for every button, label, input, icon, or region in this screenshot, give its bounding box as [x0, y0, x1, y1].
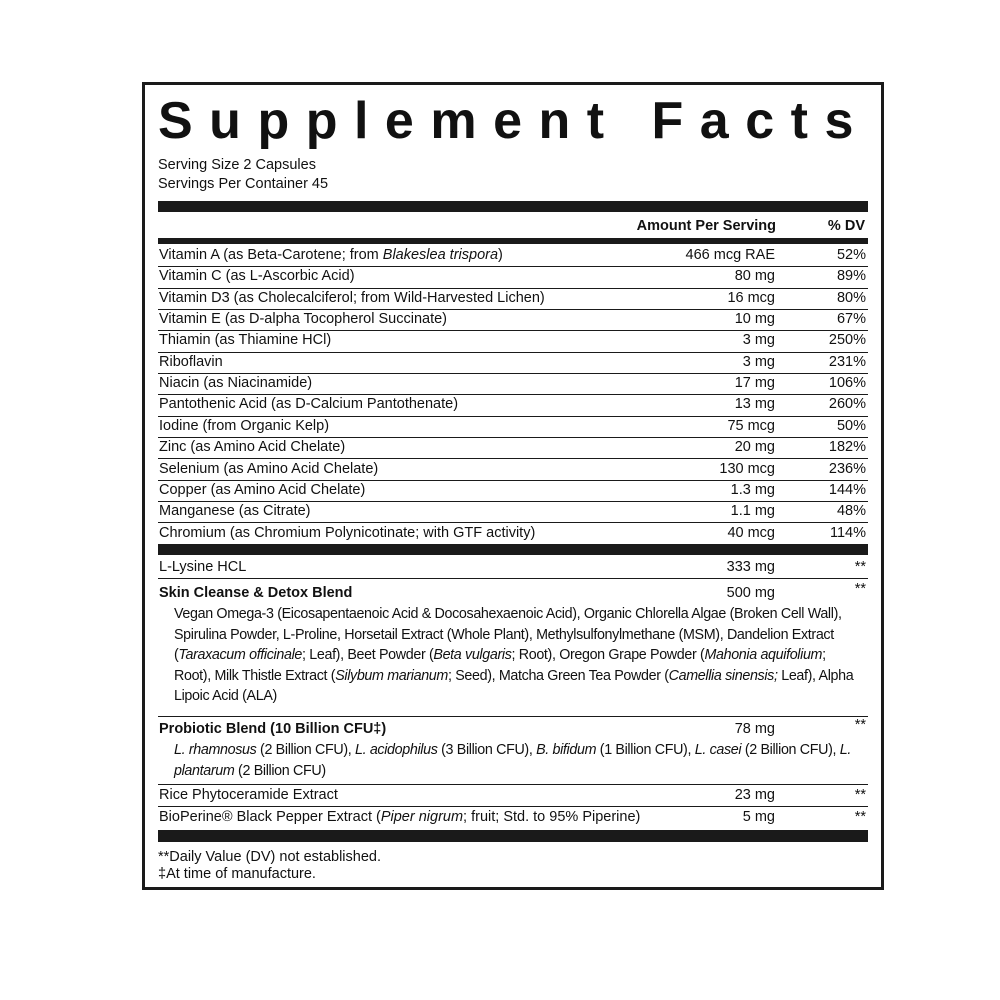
- nutrient-row: [158, 459, 868, 481]
- footnote-cfu: ‡At time of manufacture.: [158, 866, 316, 882]
- nutrient-name: Chromium (as Chromium Polynicotinate; with GTF activity): [159, 524, 536, 541]
- nutrient-amount: 23 mg: [734, 787, 775, 803]
- nutrient-dv: **: [854, 559, 866, 575]
- nutrient-amount: 13 mg: [734, 396, 775, 413]
- nutrient-dv: 52%: [836, 247, 866, 263]
- nutrient-row: [158, 352, 868, 374]
- dv-header: % DV: [827, 218, 865, 234]
- nutrient-row: [158, 266, 868, 288]
- nutrient-dv: 48%: [836, 503, 866, 520]
- skin-cleanse-blend: [158, 583, 868, 713]
- serving-size: Serving Size 2 Capsules: [158, 157, 316, 173]
- blend-dv: **: [854, 581, 866, 597]
- column-header: [158, 216, 868, 238]
- nutrient-amount: 466 mcg RAE: [685, 247, 775, 263]
- nutrient-row: [158, 373, 868, 395]
- nutrient-dv: 80%: [836, 289, 866, 306]
- blend-name: Probiotic Blend (10 Billion CFU‡): [159, 721, 387, 737]
- nutrient-dv: 67%: [836, 311, 866, 328]
- nutrient-name: Copper (as Amino Acid Chelate): [159, 481, 366, 498]
- nutrient-amount: 10 mg: [734, 311, 775, 328]
- nutrient-amount: 20 mg: [734, 439, 775, 456]
- nutrient-amount: 3 mg: [742, 353, 775, 370]
- nutrient-row: [158, 437, 868, 459]
- amount-header: Amount Per Serving: [636, 218, 776, 234]
- blend-ingredients: L. rhamnosus (2 Billion CFU), L. acidophilus (3 Billion CFU), B. bifidum (1 Billion CFU), L. casei (2 Billion CFU), L. plantarum (2 Billion CFU): [174, 742, 851, 779]
- rice-row: [158, 785, 868, 807]
- probiotic-blend: [158, 719, 868, 783]
- nutrient-dv: 231%: [828, 353, 866, 370]
- nutrient-dv: 260%: [828, 396, 866, 413]
- thick-divider: [158, 201, 868, 212]
- blend-amount: 500 mg: [726, 585, 775, 601]
- nutrient-name: Vitamin A (as Beta-Carotene; from Blakeslea trispora): [159, 247, 503, 263]
- nutrient-name: Zinc (as Amino Acid Chelate): [159, 439, 346, 456]
- nutrient-amount: 5 mg: [742, 809, 775, 825]
- nutrient-name: Thiamin (as Thiamine HCl): [159, 332, 332, 349]
- blend-ingredients: Vegan Omega-3 (Eicosapentaenoic Acid & Docosahexaenoic Acid), Organic Chlorella Algae (Broken Cell Wall), Spirulina Powder, L-Proline, Horsetail Extract (Whole Plant), Methylsulfonylmethane (MSM), Dandelion Extract (Taraxacum officinale; Leaf), Beet Powder (Beta vulgaris; Root), Oregon Grape Powder (Mahonia aquifolium; Root), Milk Thistle Extract (Silybum marianum; Seed), Matcha Green Tea Powder (Camellia sinensis; Leaf), Alpha Lipoic Acid (ALA): [174, 606, 854, 704]
- bioperine-row: [158, 807, 868, 828]
- nutrient-row: [158, 394, 868, 416]
- nutrient-dv: 106%: [828, 375, 866, 392]
- nutrient-row: [158, 501, 868, 523]
- nutrient-dv: 144%: [828, 481, 866, 498]
- nutrient-row: [158, 416, 868, 438]
- lysine-row: [158, 557, 868, 579]
- nutrient-amount: 40 mcg: [727, 524, 775, 541]
- nutrient-row: [158, 523, 868, 544]
- nutrient-dv: 236%: [828, 460, 866, 477]
- nutrient-name: Rice Phytoceramide Extract: [159, 787, 338, 803]
- nutrient-row: [158, 309, 868, 331]
- nutrient-amount: 3 mg: [742, 332, 775, 349]
- nutrient-dv: 89%: [836, 268, 866, 285]
- nutrient-row: [158, 245, 868, 267]
- panel-title: Supplement Facts: [158, 92, 870, 150]
- nutrient-amount: 17 mg: [734, 375, 775, 392]
- nutrient-name: Vitamin E (as D-alpha Tocopherol Succinate): [159, 311, 448, 328]
- medium-divider: [158, 238, 868, 244]
- nutrient-amount: 1.3 mg: [730, 481, 775, 498]
- nutrient-name: Vitamin C (as L-Ascorbic Acid): [159, 268, 355, 285]
- blend-name: Skin Cleanse & Detox Blend: [159, 585, 353, 601]
- supplement-facts-panel: [142, 82, 884, 890]
- nutrient-amount: 80 mg: [734, 268, 775, 285]
- nutrient-amount: 130 mcg: [719, 460, 775, 477]
- nutrient-dv: 250%: [828, 332, 866, 349]
- footnote-dv: **Daily Value (DV) not established.: [158, 849, 381, 865]
- servings-per-container: Servings Per Container 45: [158, 176, 329, 192]
- divider: [158, 716, 868, 717]
- nutrient-dv: 50%: [836, 417, 866, 434]
- nutrient-name: Iodine (from Organic Kelp): [159, 417, 330, 434]
- nutrient-amount: 16 mcg: [727, 289, 775, 306]
- thick-divider: [158, 544, 868, 555]
- nutrient-row: [158, 480, 868, 502]
- nutrient-dv: 114%: [829, 524, 866, 541]
- nutrient-name: Manganese (as Citrate): [159, 503, 311, 520]
- nutrient-row: [158, 330, 868, 352]
- nutrient-amount: 1.1 mg: [730, 503, 775, 520]
- nutrient-name: BioPerine® Black Pepper Extract (Piper nigrum; fruit; Std. to 95% Piperine): [159, 809, 641, 825]
- nutrient-name: Pantothenic Acid (as D-Calcium Pantothenate): [159, 396, 459, 413]
- nutrient-name: Vitamin D3 (as Cholecalciferol; from Wild-Harvested Lichen): [159, 289, 545, 306]
- nutrient-dv: **: [854, 809, 866, 825]
- nutrient-name: Selenium (as Amino Acid Chelate): [159, 460, 379, 477]
- nutrient-amount: 75 mcg: [727, 417, 775, 434]
- nutrient-amount: 333 mg: [726, 559, 775, 575]
- nutrient-name: Riboflavin: [159, 353, 223, 370]
- nutrient-name: Niacin (as Niacinamide): [159, 375, 313, 392]
- nutrient-dv: 182%: [828, 439, 866, 456]
- nutrient-name: L-Lysine HCL: [159, 559, 247, 575]
- blend-dv: **: [854, 717, 866, 733]
- thick-divider: [158, 830, 868, 842]
- nutrient-dv: **: [854, 787, 866, 803]
- nutrient-row: [158, 288, 868, 310]
- blend-amount: 78 mg: [734, 721, 775, 737]
